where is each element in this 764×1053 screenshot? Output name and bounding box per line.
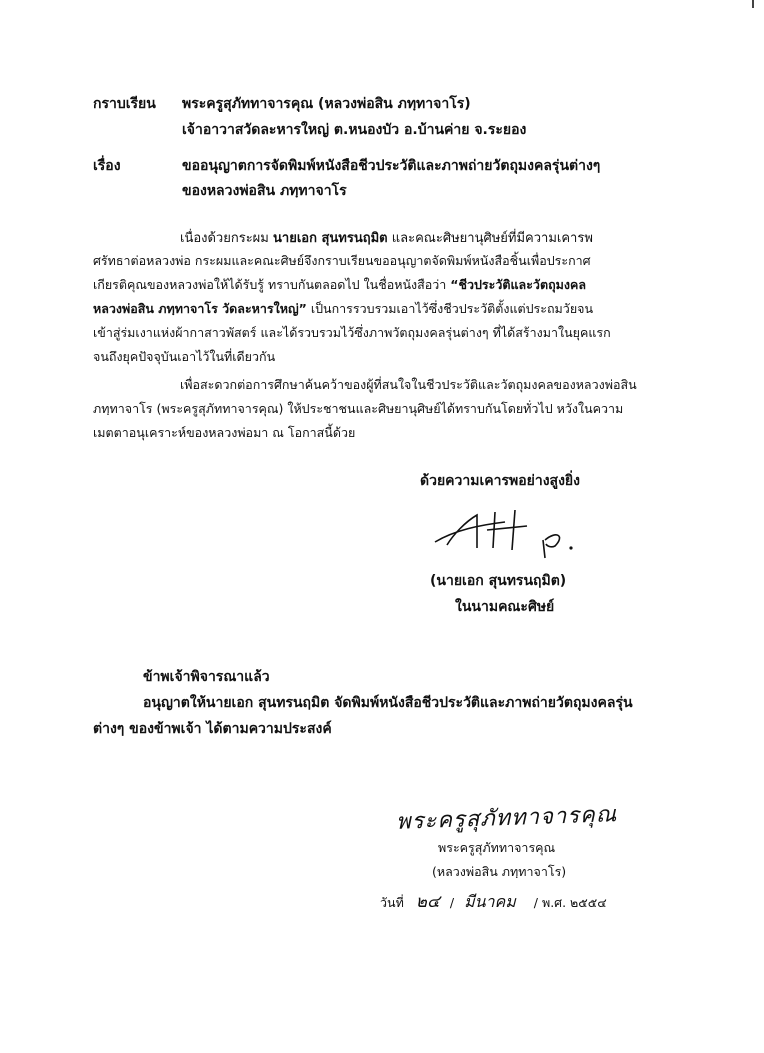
approver-signature: พระครูสุภัททาจารคุณ — [395, 802, 618, 835]
body-text: เนื่องด้วยกระผม — [180, 231, 269, 246]
book-title-part-2: หลวงพ่อสิน ภทฺทาจาโร วัดละหารใหญ่” — [93, 301, 307, 316]
body-text: เป็นการรวบรวมเอาไว้ซึ่งชีวประวัติตั้งแต่ประถมวัยจน — [310, 301, 594, 316]
approval-heading: ข้าพเจ้าพิจารณาแล้ว — [143, 669, 270, 685]
sender-name: (นายเอก สุนทรนฤมิต) — [430, 573, 567, 589]
date-line — [380, 888, 607, 915]
approval-line-2: ต่างๆ ของข้าพเจ้า ได้ตามความประสงค์ — [93, 721, 332, 737]
body-line — [93, 299, 593, 319]
date-year: / พ.ศ. ๒๕๕๔ — [533, 895, 607, 910]
body-text: เกียรติคุณของหลวงพ่อให้ได้รับรู้ ทราบกันตลอดไป ในชื่อหนังสือว่า — [93, 277, 447, 292]
to-line-2: เจ้าอาวาสวัดละหารใหญ่ ต.หนองบัว อ.บ้านค่าย จ.ระยอง — [182, 122, 527, 138]
body-line: ภทฺทาจาโร (พระครูสุภัททาจารคุณ) ให้ประชาชนและศิษยานุศิษย์ได้ทราบกันโดยทั่วไป หวังในความ — [93, 401, 624, 416]
subject-label: เรื่อง — [93, 158, 121, 174]
body-text: และคณะศิษยานุศิษย์ที่มีความเคารพ — [391, 231, 593, 246]
sender-name-inline: นายเอก สุนทรนฤมิต — [273, 231, 388, 246]
body-line — [180, 227, 593, 248]
subject-line-1: ขออนุญาตการจัดพิมพ์หนังสือชีวประวัติและภาพถ่ายวัตถุมงคลรุ่นต่างๆ — [182, 158, 601, 174]
date-prefix: วันที่ — [380, 895, 404, 910]
body-line — [93, 275, 586, 295]
body-line: จนถึงยุคปัจจุบันเอาไว้ในที่เดียวกัน — [93, 349, 276, 364]
corner-mark — [752, 0, 754, 8]
body-line: เข้าสู่ร่มเงาแห่งผ้ากาสาวพัสตร์ และได้รวบรวมไว้ซึ่งภาพวัตถุมงคลรุ่นต่างๆ ที่ได้สร้างมาในยุคแรก — [93, 325, 611, 340]
sender-role: ในนามคณะศิษย์ — [455, 599, 555, 615]
subject-line-2: ของหลวงพ่อสิน ภทฺทาจาโร — [182, 183, 347, 199]
closing-regards: ด้วยความเคารพอย่างสูงยิ่ง — [420, 473, 580, 489]
to-line-1: พระครูสุภัททาจารคุณ (หลวงพ่อสิน ภทฺทาจาโร) — [182, 96, 471, 112]
date-day: ๒๔ — [415, 892, 440, 912]
signer-title: พระครูสุภัททาจารคุณ — [438, 840, 556, 855]
approval-line-1: อนุญาตให้นายเอก สุนทรนฤมิต จัดพิมพ์หนังสือชีวประวัติและภาพถ่ายวัตถุมงคลรุ่น — [143, 695, 633, 711]
sender-signature — [425, 500, 600, 565]
book-title-part-1: “ชีวประวัติและวัตถุมงคล — [450, 277, 586, 292]
date-month: มีนาคม — [464, 892, 516, 911]
date-separator: / — [449, 895, 455, 910]
body-line: เพื่อสะดวกต่อการศึกษาค้นคว้าของผู้ที่สนใจในชีวประวัติและวัตถุมงคลของหลวงพ่อสิน — [180, 377, 637, 392]
body-line: ศรัทธาต่อหลวงพ่อ กระผมและคณะศิษย์จึงกราบเรียนขออนุญาตจัดพิมพ์หนังสือชิ้นเพื่อประกาศ — [93, 253, 591, 268]
to-label: กราบเรียน — [93, 96, 156, 112]
body-line: เมตตาอนุเคราะห์ของหลวงพ่อมา ณ โอกาสนี้ด้วย — [93, 425, 356, 440]
signer-name: (หลวงพ่อสิน ภทฺทาจาโร) — [432, 864, 567, 879]
